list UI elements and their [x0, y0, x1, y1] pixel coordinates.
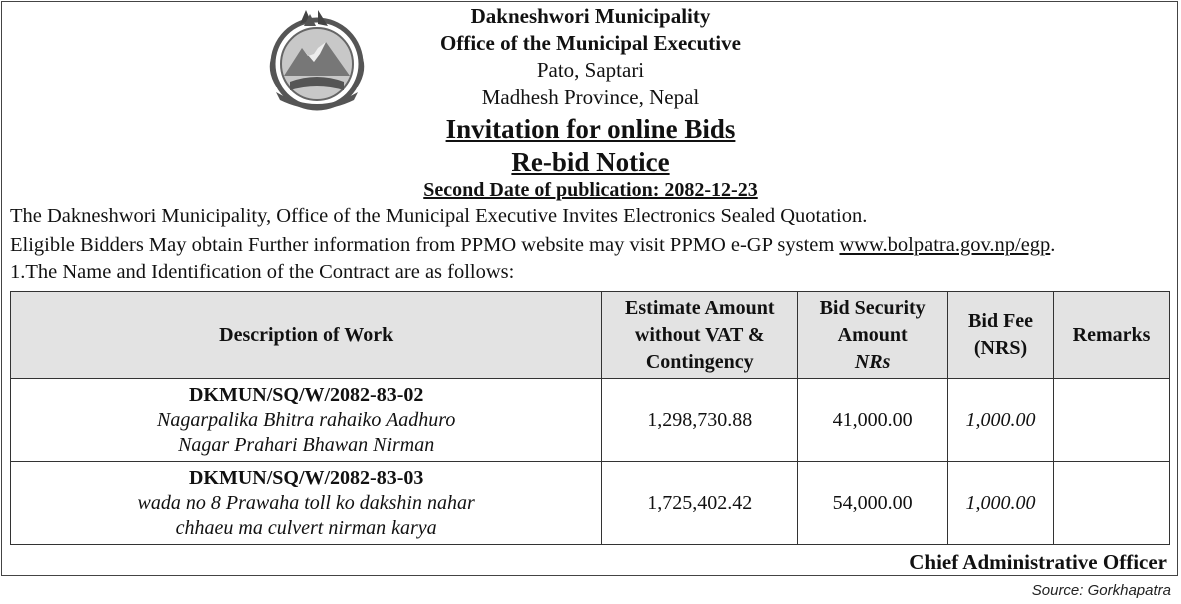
work-description: DKMUN/SQ/W/2082-83-02 Nagarpalika Bhitra rahaiko Aadhuro Nagar Prahari Bhawan Nirman: [11, 379, 602, 462]
eligibility-paragraph: [10, 232, 1055, 258]
bid-fee: 1,000.00: [948, 379, 1054, 462]
signer-title: Chief Administrative Officer: [909, 550, 1167, 574]
office-name: Office of the Municipal Executive: [440, 31, 741, 55]
source-credit: Source: Gorkhapatra: [1031, 582, 1171, 599]
organization-name: Dakneshwori Municipality: [470, 4, 711, 28]
table-row: [11, 462, 1170, 545]
header-remarks: Remarks: [1054, 292, 1170, 379]
bid-security-amount: 41,000.00: [798, 379, 948, 462]
egp-link[interactable]: www.bolpatra.gov.np/egp: [839, 234, 1051, 256]
estimate-amount: 1,298,730.88: [602, 379, 798, 462]
publication-date: Second Date of publication: 2082-12-23: [423, 179, 758, 201]
header-estimate: Estimate Amount without VAT & Contingency: [602, 292, 798, 379]
contract-intro: 1.The Name and Identification of the Contract are as follows:: [10, 261, 515, 283]
address-line-1: Pato, Saptari: [536, 58, 645, 82]
estimate-amount: 1,725,402.42: [602, 462, 798, 545]
works-table: [10, 291, 1170, 545]
notice-subtitle: Re-bid Notice: [511, 147, 670, 177]
remarks-cell: [1054, 462, 1170, 545]
bid-fee: 1,000.00: [948, 462, 1054, 545]
address-line-2: Madhesh Province, Nepal: [481, 85, 700, 109]
eligibility-text: Eligible Bidders May obtain Further information from PPMO website may visit PPMO e-GP system: [10, 234, 840, 256]
contract-code: DKMUN/SQ/W/2082-83-02: [188, 383, 424, 406]
work-description: DKMUN/SQ/W/2082-83-03 wada no 8 Prawaha toll ko dakshin nahar chhaeu ma culvert nirman karya: [11, 462, 602, 545]
header-bid-security: Bid Security Amount NRs: [798, 292, 948, 379]
contract-code: DKMUN/SQ/W/2082-83-03: [188, 466, 424, 489]
notice-title: Invitation for online Bids: [445, 114, 736, 144]
table-header-row: [11, 292, 1170, 379]
intro-paragraph: The Dakneshwori Municipality, Office of the Municipal Executive Invites Electronics Sealed Quotation.: [10, 205, 868, 227]
remarks-cell: [1054, 379, 1170, 462]
table-row: [11, 379, 1170, 462]
eligibility-end: .: [1050, 234, 1056, 256]
bid-security-amount: 54,000.00: [798, 462, 948, 545]
header-description: Description of Work: [11, 292, 602, 379]
header-bid-fee: Bid Fee (NRS): [948, 292, 1054, 379]
